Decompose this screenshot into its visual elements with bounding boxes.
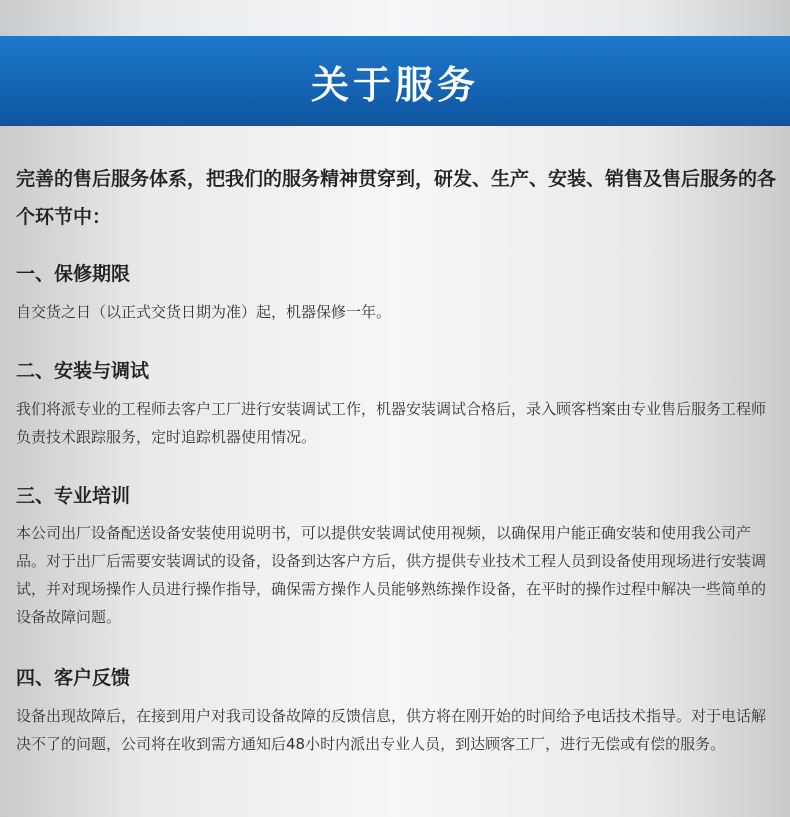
section-title-warranty: 一、保修期限: [16, 263, 131, 285]
section-body-training: 本公司出厂设备配送设备安装使用说明书，可以提供安装调试使用视频，以确保用户能正确安装和使用我公司产品。对于出厂后需要安装调试的设备，设备到达客户方后，供方提供专业技术工程人员到设备使用现场进行安装调试，并对现场操作人员进行操作指导，确保需方操作人员能够熟练操作设备，在平时的操作过程中解决一些简单的设备故障问题。: [16, 524, 767, 626]
intro-text: 完善的售后服务体系，把我们的服务精神贯穿到，研发、生产、安装、销售及售后服务的各个环节中：: [16, 168, 777, 228]
service-content: [16, 160, 777, 753]
section-body-installation: 我们将派专业的工程师去客户工厂进行安装调试工作，机器安装调试合格后，录入顾客档案由专业售后服务工程师负责技术跟踪服务，定时追踪机器使用情况。: [16, 400, 767, 446]
section-title-feedback: 四、客户反馈: [16, 667, 131, 689]
section-title-training: 三、专业培训: [16, 485, 131, 507]
page-title: 关于服务: [310, 62, 479, 107]
header-banner: [0, 36, 790, 126]
section-title-installation: 二、安装与调试: [16, 360, 150, 382]
section-body-warranty: 自交货之日（以正式交货日期为准）起，机器保修一年。: [16, 303, 392, 321]
section-body-feedback: 设备出现故障后，在接到用户对我司设备故障的反馈信息，供方将在刚开始的时间给予电话技术指导。对于电话解决不了的问题，公司将在收到需方通知后48小时内派出专业人员，到达顾客工厂，进行无偿或有偿的服务。: [16, 707, 767, 753]
